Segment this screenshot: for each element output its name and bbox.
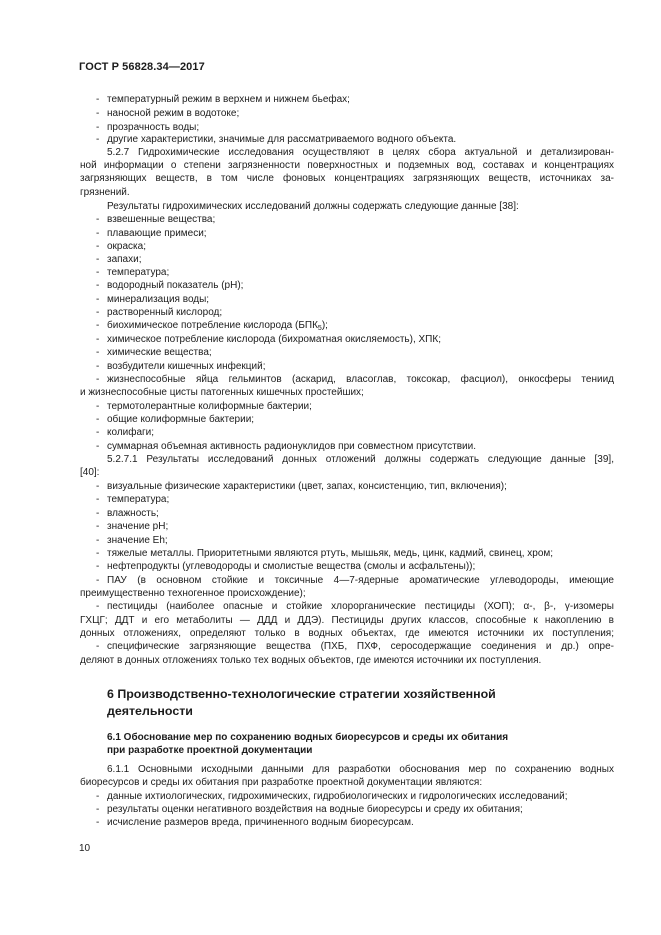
list-dash: - (96, 320, 100, 331)
body-line: окраска; (107, 241, 146, 252)
section6-line: результаты оценки негативного воздействия на водные биоресурсы и среду их обитания; (107, 804, 523, 815)
list-dash: - (96, 134, 100, 145)
section6-line: 6.1.1 Основными исходными данными для разработки обоснования мер по сохранению водных (107, 764, 614, 775)
body-line: температурный режим в верхнем и нижнем бьефах; (107, 94, 350, 105)
body-line: донных отложениях, определяют только в водных объектах, где имеются источники их поступления; (80, 628, 614, 639)
body-line: суммарная объемная активность радионуклидов при совместном присутствии. (107, 441, 477, 452)
list-dash: - (96, 241, 100, 252)
list-dash: - (96, 214, 100, 225)
list-dash: - (96, 441, 100, 452)
body-line: возбудители кишечных инфекций; (107, 361, 266, 372)
page-number: 10 (79, 843, 91, 854)
body-line: 5.2.7.1 Результаты исследований донных отложений должны содержать следующие данные [39], (107, 454, 614, 465)
list-dash: - (96, 280, 100, 291)
section-6-title-line2: деятельности (107, 704, 193, 718)
body-line: деляют в донных отложениях только тех водных объектов, где имеются источники их поступления. (80, 655, 542, 666)
body-line: плавающие примеси; (107, 228, 207, 239)
body-line: жизнеспособные яйца гельминтов (аскарид, власоглав, токсокар, фасциол), онкосферы тениид (107, 374, 614, 385)
list-dash: - (96, 294, 100, 305)
section6-line: исчисление размеров вреда, причиненного водным биоресурсам. (107, 817, 414, 828)
body-line: наносной режим в водотоке; (107, 108, 240, 119)
list-dash: - (96, 267, 100, 278)
bod-suffix: ); (321, 320, 328, 331)
list-dash: - (96, 601, 100, 612)
list-dash: - (96, 334, 100, 345)
body-line: грязнений. (80, 187, 130, 198)
list-dash: - (96, 804, 100, 815)
body-line: растворенный кислород; (107, 307, 223, 318)
body-line: биохимическое потребление кислорода $(БПК_5)$; (107, 320, 328, 332)
body-line: визуальные физические характеристики (цвет, запах, консистенцию, тип, включения); (107, 481, 507, 492)
section6-line: биоресурсов и среды их обитания при разработке проектной документации являются: (80, 777, 483, 788)
list-dash: - (96, 791, 100, 802)
list-dash: - (96, 817, 100, 828)
list-dash: - (96, 427, 100, 438)
list-dash: - (96, 548, 100, 559)
list-dash: - (96, 347, 100, 358)
body-line: ПАУ (в основном стойкие и токсичные 4—7-ядерные ароматические углеводороды, имеющие (107, 575, 614, 586)
list-dash: - (96, 641, 100, 652)
body-line: термотолерантные колиформные бактерии; (107, 401, 312, 412)
list-dash: - (96, 481, 100, 492)
body-line: температура; (107, 494, 170, 505)
body-line: нефтепродукты (углеводороды и смолистые вещества (смолы и асфальтены)); (107, 561, 476, 572)
body-line: взвешенные вещества; (107, 214, 216, 225)
section-6-title-line1: 6 Производственно-технологические стратегии хозяйственной (107, 687, 496, 701)
body-line: ной информации о степени загрязненности поверхностных и подземных вод, составах и концентрациях (80, 160, 614, 171)
body-line: тяжелые металлы. Приоритетными являются ртуть, мышьяк, медь, цинк, кадмий, свинец, хром; (107, 548, 554, 559)
body-line: химическое потребление кислорода (бихроматная окисляемость), ХПК; (107, 334, 441, 345)
list-dash: - (96, 508, 100, 519)
body-line: минерализация воды; (107, 294, 210, 305)
list-dash: - (96, 307, 100, 318)
body-line: специфические загрязняющие вещества (ПХБ, ПХФ, серосодержащие соединения и др.) опре- (107, 641, 614, 652)
body-line: пестициды (наиболее опасные и стойкие хлорорганические пестициды (ХОП); α-, β-, γ-изомеры (107, 601, 614, 612)
section-6-1-title-line2: при разработке проектной документации (107, 745, 313, 756)
body-line: [40]: (80, 467, 100, 478)
section-6-1-title-line1: 6.1 Обоснование мер по сохранению водных биоресурсов и среды их обитания (107, 732, 509, 743)
subscript: 5 (317, 325, 322, 332)
body-line: общие колиформные бактерии; (107, 414, 255, 425)
body-line: прозрачность воды; (107, 122, 200, 133)
list-dash: - (96, 374, 100, 385)
list-dash: - (96, 521, 100, 532)
body-line: температура; (107, 267, 170, 278)
list-dash: - (96, 94, 100, 105)
list-dash: - (96, 228, 100, 239)
body-line: химические вещества; (107, 347, 212, 358)
body-line: значение Eh; (107, 535, 168, 546)
list-dash: - (96, 575, 100, 586)
body-line: значение pH; (107, 521, 169, 532)
list-dash: - (96, 108, 100, 119)
body-line: 5.2.7 Гидрохимические исследования осуществляют в целях сбора актуальной и детализирован- (107, 147, 614, 158)
body-line: Результаты гидрохимических исследований должны содержать следующие данные [38]: (107, 201, 519, 212)
body-line: запахи; (107, 254, 142, 265)
body-line: преимущественно техногенное происхождение); (80, 588, 306, 599)
body-line: водородный показатель (pH); (107, 280, 244, 291)
body-line: ГХЦГ; ДДТ и его метаболиты — ДДД и ДДЭ). Пестициды других классов, способные к накоплению в (80, 615, 614, 626)
list-dash: - (96, 535, 100, 546)
section6-line: данные ихтиологических, гидрохимических, гидробиологических и гидрологических исследований; (107, 791, 568, 802)
list-dash: - (96, 254, 100, 265)
list-dash: - (96, 361, 100, 372)
body-line: колифаги; (107, 427, 155, 438)
body-line: другие характеристики, значимые для рассматриваемого водного объекта. (107, 134, 457, 145)
list-dash: - (96, 401, 100, 412)
body-line: влажность; (107, 508, 159, 519)
body-line: и жизнеспособные цисты патогенных кишечных простейших; (80, 387, 364, 398)
document-header: ГОСТ Р 56828.34—2017 (79, 61, 205, 73)
body-line: загрязняющих веществ, в том числе фоновых концентрациях загрязняющих веществ, источниках за- (80, 173, 614, 184)
list-dash: - (96, 494, 100, 505)
list-dash: - (96, 561, 100, 572)
list-dash: - (96, 122, 100, 133)
list-dash: - (96, 414, 100, 425)
